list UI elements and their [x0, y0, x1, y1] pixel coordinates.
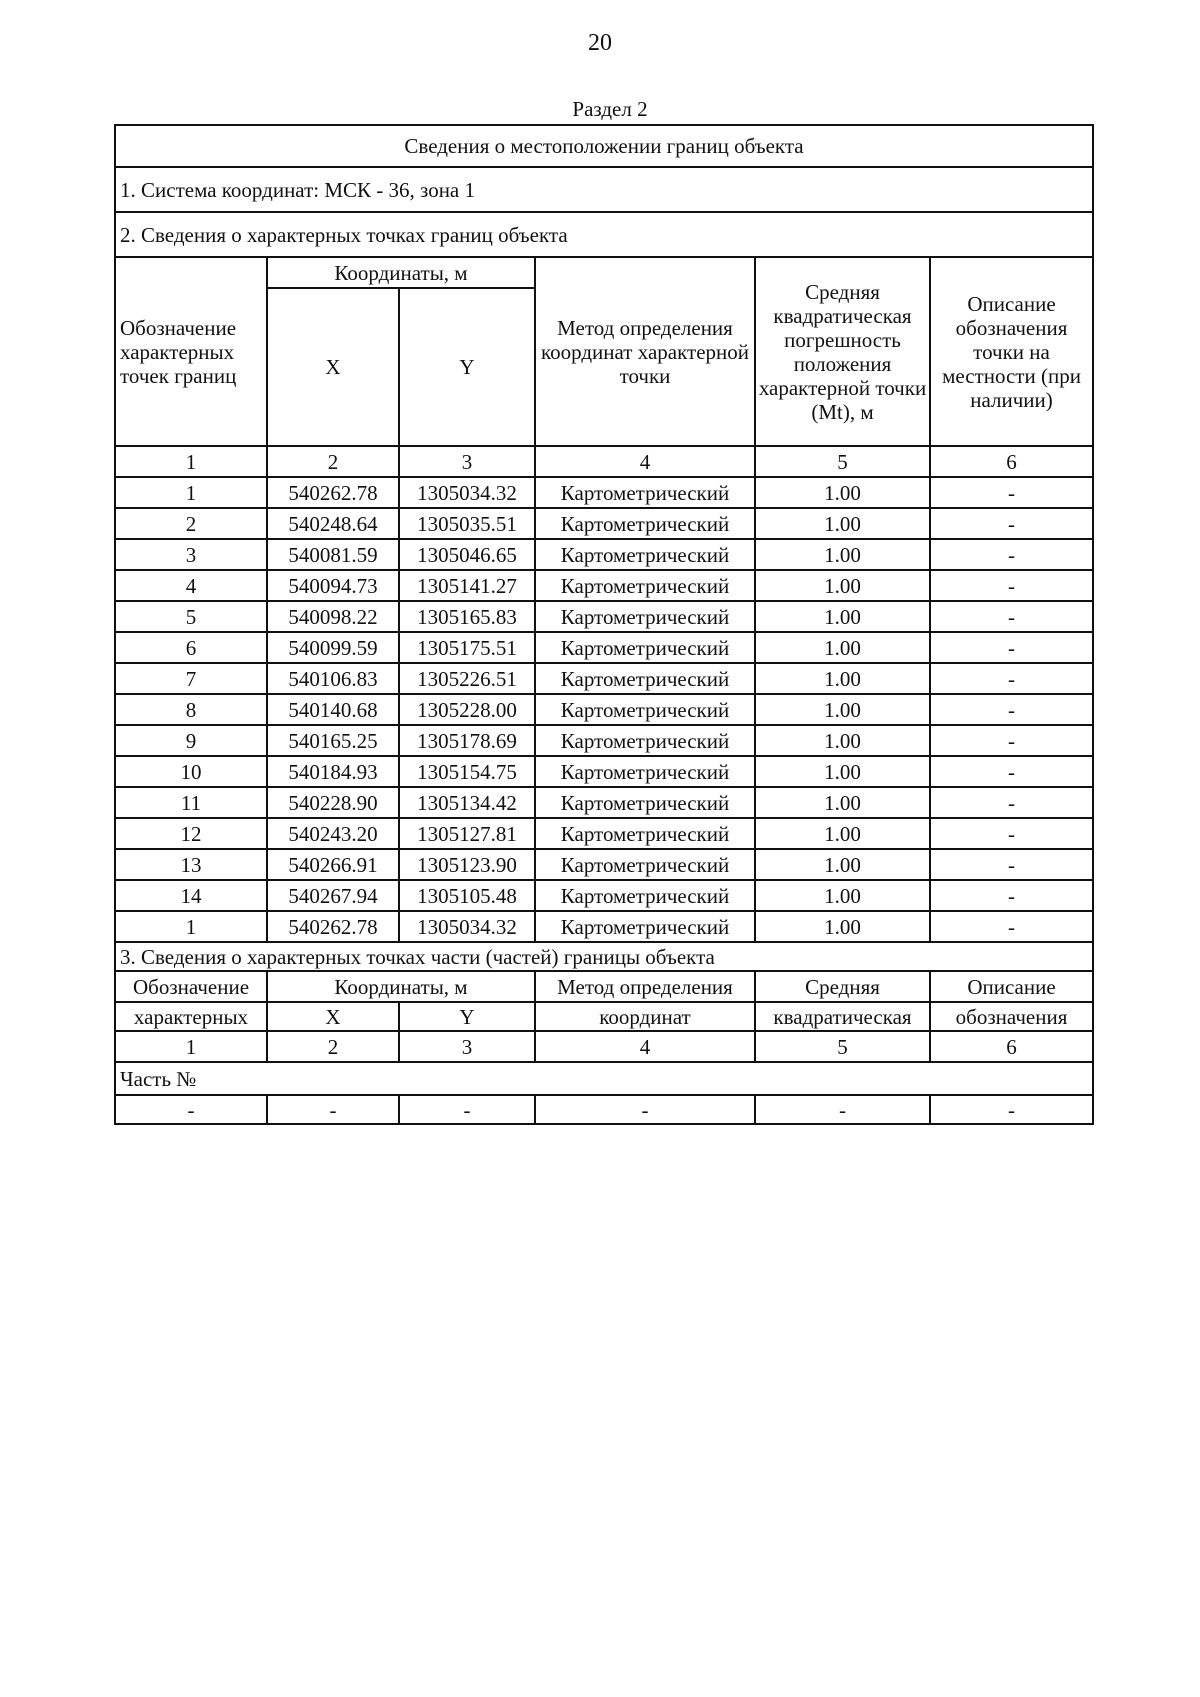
cell-description: - — [930, 911, 1093, 942]
cell-coord-y: 1305105.48 — [399, 880, 535, 911]
cell-point-id: 6 — [115, 632, 267, 663]
table-row — [115, 725, 1093, 756]
header-y: Y — [399, 288, 535, 446]
table-row — [115, 477, 1093, 508]
cell-error-mt: 1.00 — [755, 911, 930, 942]
cell-method: Картометрический — [535, 787, 755, 818]
boundary-table — [114, 124, 1094, 1125]
section3-header-point-2: характерных — [115, 1002, 267, 1031]
section3-header-method-2: координат — [535, 1002, 755, 1031]
cell-coord-x: 540228.90 — [267, 787, 399, 818]
cell-description: - — [930, 725, 1093, 756]
cell-method: Картометрический — [535, 477, 755, 508]
cell-description: - — [930, 756, 1093, 787]
cell-coord-y: 1305046.65 — [399, 539, 535, 570]
cell-point-id: 7 — [115, 663, 267, 694]
cell-coord-y: 1305141.27 — [399, 570, 535, 601]
cell-method: Картометрический — [535, 663, 755, 694]
cell-point-id: 11 — [115, 787, 267, 818]
cell-method: Картометрический — [535, 570, 755, 601]
column-number: 1 — [115, 446, 267, 477]
table-title: Сведения о местоположении границ объекта — [115, 125, 1093, 167]
cell-coord-x: 540140.68 — [267, 694, 399, 725]
section3-header-description: Описание — [930, 971, 1093, 1002]
section3-heading: 3. Сведения о характерных точках части (частей) границы объекта — [115, 942, 1093, 971]
table-row — [115, 601, 1093, 632]
empty-cell: - — [267, 1095, 399, 1124]
cell-coord-x: 540267.94 — [267, 880, 399, 911]
cell-description: - — [930, 694, 1093, 725]
cell-description: - — [930, 787, 1093, 818]
empty-cell: - — [535, 1095, 755, 1124]
cell-method: Картометрический — [535, 880, 755, 911]
cell-coord-y: 1305134.42 — [399, 787, 535, 818]
cell-error-mt: 1.00 — [755, 756, 930, 787]
cell-coord-y: 1305228.00 — [399, 694, 535, 725]
cell-error-mt: 1.00 — [755, 570, 930, 601]
cell-error-mt: 1.00 — [755, 508, 930, 539]
cell-description: - — [930, 508, 1093, 539]
table-row — [115, 508, 1093, 539]
column-number: 6 — [930, 446, 1093, 477]
table-row — [115, 570, 1093, 601]
section3-header-error-2: квадратическая — [755, 1002, 930, 1031]
table-row — [115, 756, 1093, 787]
section3-header-point: Обозначение — [115, 971, 267, 1002]
cell-coord-y: 1305178.69 — [399, 725, 535, 756]
table-row — [115, 880, 1093, 911]
cell-point-id: 3 — [115, 539, 267, 570]
cell-error-mt: 1.00 — [755, 880, 930, 911]
cell-error-mt: 1.00 — [755, 849, 930, 880]
cell-coord-y: 1305034.32 — [399, 911, 535, 942]
section3-header-x: X — [267, 1002, 399, 1031]
cell-coord-y: 1305123.90 — [399, 849, 535, 880]
cell-method: Картометрический — [535, 756, 755, 787]
cell-coord-x: 540243.20 — [267, 818, 399, 849]
cell-coord-x: 540081.59 — [267, 539, 399, 570]
cell-description: - — [930, 880, 1093, 911]
header-x: X — [267, 288, 399, 446]
header-point: Обозначение характерных точек границ — [115, 257, 267, 446]
cell-error-mt: 1.00 — [755, 725, 930, 756]
page-number: 20 — [588, 30, 612, 56]
cell-coord-x: 540165.25 — [267, 725, 399, 756]
table-row — [115, 911, 1093, 942]
header-error: Средняя квадратическая погрешность положения характерной точки (Mt), м — [755, 257, 930, 446]
section3-column-numbers-row — [115, 1031, 1093, 1062]
table-row — [115, 539, 1093, 570]
cell-coord-y: 1305175.51 — [399, 632, 535, 663]
coord-system: 1. Система координат: МСК - 36, зона 1 — [115, 167, 1093, 212]
cell-point-id: 5 — [115, 601, 267, 632]
section3-header-coords: Координаты, м — [267, 971, 535, 1002]
boundary-table-body — [115, 125, 1093, 1124]
cell-coord-x: 540266.91 — [267, 849, 399, 880]
cell-point-id: 1 — [115, 477, 267, 508]
section2-heading: 2. Сведения о характерных точках границ объекта — [115, 212, 1093, 257]
cell-error-mt: 1.00 — [755, 601, 930, 632]
section3-header-y: Y — [399, 1002, 535, 1031]
cell-method: Картометрический — [535, 601, 755, 632]
cell-point-id: 9 — [115, 725, 267, 756]
empty-cell: - — [930, 1095, 1093, 1124]
cell-description: - — [930, 632, 1093, 663]
cell-error-mt: 1.00 — [755, 818, 930, 849]
column-number: 3 — [399, 1031, 535, 1062]
empty-cell: - — [755, 1095, 930, 1124]
header-description: Описание обозначения точки на местности (при наличии) — [930, 257, 1093, 446]
column-number: 3 — [399, 446, 535, 477]
cell-point-id: 13 — [115, 849, 267, 880]
cell-error-mt: 1.00 — [755, 694, 930, 725]
section3-header-method: Метод определения — [535, 971, 755, 1002]
cell-error-mt: 1.00 — [755, 663, 930, 694]
column-number: 5 — [755, 446, 930, 477]
cell-method: Картометрический — [535, 849, 755, 880]
section3-empty-row — [115, 1095, 1093, 1124]
cell-point-id: 1 — [115, 911, 267, 942]
table-row — [115, 787, 1093, 818]
cell-coord-x: 540098.22 — [267, 601, 399, 632]
header-coords: Координаты, м — [267, 257, 535, 288]
cell-description: - — [930, 663, 1093, 694]
column-number: 2 — [267, 1031, 399, 1062]
cell-coord-y: 1305165.83 — [399, 601, 535, 632]
cell-coord-x: 540262.78 — [267, 911, 399, 942]
cell-coord-x: 540106.83 — [267, 663, 399, 694]
cell-description: - — [930, 849, 1093, 880]
cell-point-id: 12 — [115, 818, 267, 849]
column-number: 1 — [115, 1031, 267, 1062]
cell-coord-x: 540184.93 — [267, 756, 399, 787]
section3-header-error: Средняя — [755, 971, 930, 1002]
cell-description: - — [930, 477, 1093, 508]
column-numbers-row — [115, 446, 1093, 477]
section-label: Раздел 2 — [572, 97, 648, 121]
cell-point-id: 8 — [115, 694, 267, 725]
cell-method: Картометрический — [535, 818, 755, 849]
cell-method: Картометрический — [535, 632, 755, 663]
column-number: 5 — [755, 1031, 930, 1062]
cell-coord-y: 1305154.75 — [399, 756, 535, 787]
cell-point-id: 10 — [115, 756, 267, 787]
cell-description: - — [930, 539, 1093, 570]
cell-coord-x: 540099.59 — [267, 632, 399, 663]
cell-error-mt: 1.00 — [755, 477, 930, 508]
cell-coord-y: 1305034.32 — [399, 477, 535, 508]
boundary-document — [114, 124, 1092, 1125]
cell-coord-x: 540262.78 — [267, 477, 399, 508]
table-row — [115, 694, 1093, 725]
table-row — [115, 818, 1093, 849]
cell-coord-y: 1305035.51 — [399, 508, 535, 539]
cell-point-id: 4 — [115, 570, 267, 601]
empty-cell: - — [399, 1095, 535, 1124]
cell-coord-y: 1305226.51 — [399, 663, 535, 694]
cell-method: Картометрический — [535, 725, 755, 756]
cell-description: - — [930, 818, 1093, 849]
cell-method: Картометрический — [535, 694, 755, 725]
cell-error-mt: 1.00 — [755, 787, 930, 818]
table-row — [115, 849, 1093, 880]
cell-error-mt: 1.00 — [755, 539, 930, 570]
column-number: 4 — [535, 1031, 755, 1062]
column-number: 4 — [535, 446, 755, 477]
cell-error-mt: 1.00 — [755, 632, 930, 663]
cell-point-id: 14 — [115, 880, 267, 911]
cell-method: Картометрический — [535, 911, 755, 942]
cell-description: - — [930, 570, 1093, 601]
table-row — [115, 663, 1093, 694]
part-label: Часть № — [115, 1062, 1093, 1095]
column-number: 6 — [930, 1031, 1093, 1062]
cell-point-id: 2 — [115, 508, 267, 539]
cell-description: - — [930, 601, 1093, 632]
empty-cell: - — [115, 1095, 267, 1124]
cell-method: Картометрический — [535, 539, 755, 570]
cell-method: Картометрический — [535, 508, 755, 539]
table-row — [115, 632, 1093, 663]
cell-coord-x: 540094.73 — [267, 570, 399, 601]
column-number: 2 — [267, 446, 399, 477]
cell-coord-x: 540248.64 — [267, 508, 399, 539]
section3-header-description-2: обозначения — [930, 1002, 1093, 1031]
header-method: Метод определения координат характерной точки — [535, 257, 755, 446]
cell-coord-y: 1305127.81 — [399, 818, 535, 849]
